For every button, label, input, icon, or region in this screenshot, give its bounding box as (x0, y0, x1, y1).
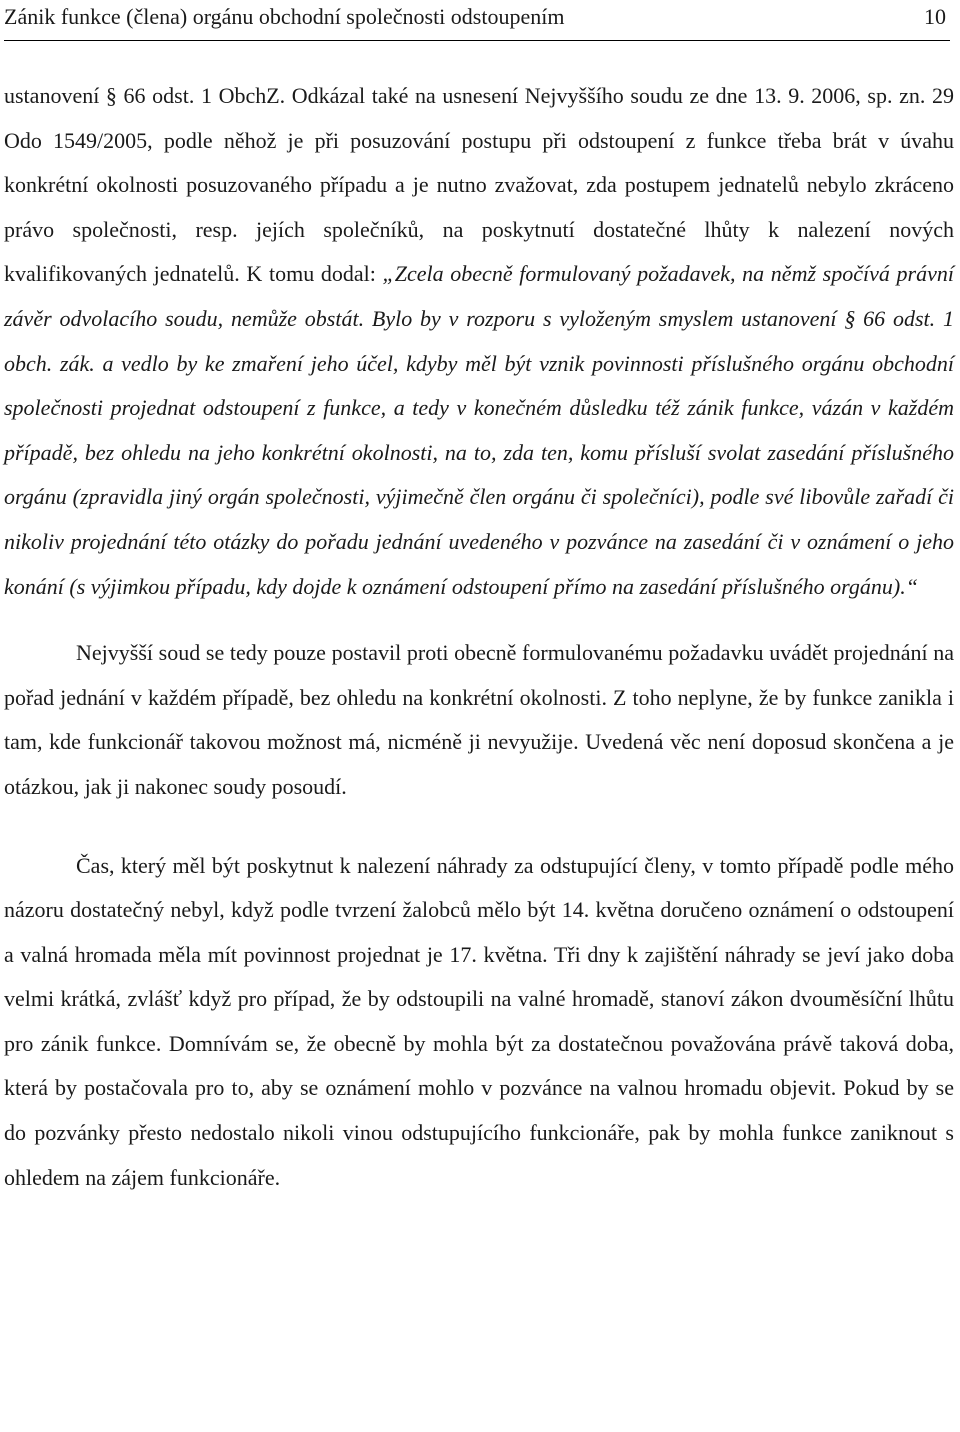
paragraph-2: Nejvyšší soud se tedy pouze postavil proti obecně formulovanému požadavku uvádět projednání na pořad jednání v každém případě, bez ohledu na konkrétní okolnosti. Z toho neplyne, že by funkce zanikla i tam, kde funkcionář takovou možnost má, nicméně ji nevyužije. Uvedená věc není doposud skončena a je otázkou, jak ji nakonec soudy posoudí. (4, 640, 954, 799)
document-body (4, 74, 954, 1200)
court-quote: „Zcela obecně formulovaný požadavek, na němž spočívá právní závěr odvolacího soudu, nemůže obstát. Bylo by v rozporu s vyloženým smyslem ustanovení § 66 odst. 1 obch. zák. a vedlo by ke zmaření jeho účel, kdyby měl být vznik povinnosti příslušného orgánu obchodní společnosti projednat odstoupení z funkce, a tedy v konečném důsledku též zánik funkce, vázán v každém případě, bez ohledu na jeho konkrétní okolnosti, na to, zda ten, komu přísluší svolat zasedání příslušného orgánu (zpravidla jiný orgán společnosti, výjimečně člen orgánu či společníci), podle své libovůle zařadí či nikoliv projednání této otázky do pořadu jednání uvedeného v pozvánce na zasedání či v oznámení o jeho konání (s výjimkou případu, kdy dojde k oznámení odstoupení přímo na zasedání příslušného orgánu).“ (4, 261, 954, 599)
paragraph-3: Čas, který měl být poskytnut k nalezení náhrady za odstupující členy, v tomto případě podle mého názoru dostatečný nebyl, když podle tvrzení žalobců mělo být 14. května doručeno oznámení o odstoupení a valná hromada měla mít povinnost projednat je 17. května. Tři dny k zajištění náhrady se jeví jako doba velmi krátká, zvlášť když pro případ, že by odstoupili na valné hromadě, stanoví zákon dvouměsíční lhůtu pro zánik funkce. Domnívám se, že obecně by mohla být za dostatečnou považována právě taková doba, která by postačovala pro to, aby se oznámení mohlo v pozvánce na valnou hromadu objevit. Pokud by se do pozvánky přesto nedostalo nikoli vinou odstupujícího funkcionáře, pak by mohla funkce zaniknout s ohledem na zájem funkcionáře. (4, 852, 954, 1190)
paragraph-1 (4, 74, 954, 609)
running-title: Zánik funkce (člena) orgánu obchodní společnosti odstoupením (4, 4, 565, 29)
page-header (4, 0, 950, 41)
page-number: 10 (924, 4, 946, 29)
paragraph-1-text: ustanovení § 66 odst. 1 ObchZ. Odkázal také na usnesení Nejvyššího soudu ze dne 13. 9. 2006, sp. zn. 29 Odo 1549/2005, podle něhož je při posuzování postupu při odstoupení z funkce třeba brát v úvahu konkrétní okolnosti posuzovaného případu a je nutno zvažovat, zda postupem jednatelů nebylo zkráceno právo společnosti, resp. jejích společníků, na poskytnutí dostatečné lhůty k nalezení nových kvalifikovaných jednatelů. K tomu dodal: (4, 83, 954, 287)
